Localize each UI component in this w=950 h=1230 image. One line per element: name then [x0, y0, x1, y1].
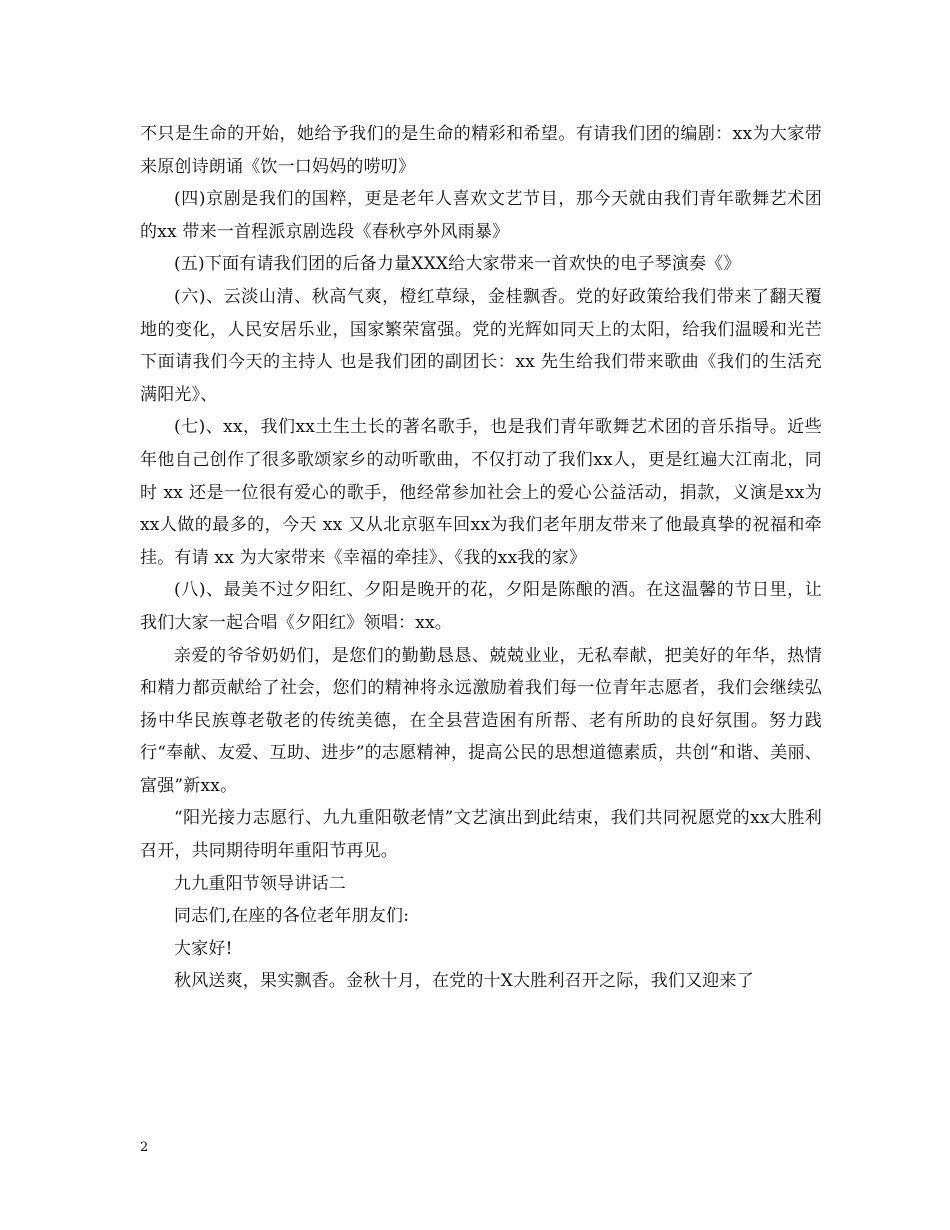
greeting: 大家好! — [174, 938, 233, 959]
salutation: 同志们,在座的各位老年朋友们: — [174, 906, 410, 927]
paragraph-7: 亲爱的爷爷奶奶们，是您们的勤勤恳恳、兢兢业业，无私奉献，把美好的年华，热情和精力都贡献给了社会，您们的精神将永远激励着我们每一位青年志愿者，我们会继续弘扬中华民族尊老敬老的传统美德，在全县营造困有所帮、老有所助的良好氛围。努力践行“奉献、友爱、互助、进步”的志愿精神，提高公民的思想道德素质，共创“和谐、美丽、富强”新xx。 — [140, 645, 822, 796]
document-body — [140, 118, 822, 998]
paragraph-5: (七)、xx，我们xx土生土长的著名歌手，也是我们青年歌舞艺术团的音乐指导。近些年他自己创作了很多歌颂家乡的动听歌曲，不仅打动了我们xx人，更是红遍大江南北，同时 xx 还是一位很有爱心的歌手，他经常参加社会上的爱心公益活动，捐款，义演是xx为xx人做的最多的，今天 xx 又从北京驱车回xx为我们老年朋友带来了他最真挚的祝福和牵挂。有请 xx 为大家带来《幸福的牵挂》、《我的xx我的家》 — [140, 417, 822, 568]
paragraph-2: (四)京剧是我们的国粹，更是老年人喜欢文艺节目，那今天就由我们青年歌舞艺术团的xx 带来一首程派京剧选段《春秋亭外风雨暴》 — [140, 189, 822, 242]
paragraph-8: “阳光接力志愿行、九九重阳敬老情”文艺演出到此结束，我们共同祝愿党的xx大胜利召开，共同期待明年重阳节再见。 — [140, 808, 822, 862]
paragraph-3: (五)下面有请我们团的后备力量XXX给大家带来一首欢快的电子琴演奏《》 — [174, 254, 741, 275]
paragraph-12: 秋风送爽，果实飘香。金秋十月，在党的十X大胜利召开之际，我们又迎来了 — [174, 971, 754, 992]
section-heading: 九九重阳节领导讲话二 — [174, 873, 346, 894]
paragraph-4: (六)、云淡山清、秋高气爽，橙红草绿，金桂飘香。党的好政策给我们带来了翻天覆地的变化，人民安居乐业，国家繁荣富强。党的光辉如同天上的太阳，给我们温暖和光芒下面请我们今天的主持人 也是我们团的副团长：xx 先生给我们带来歌曲《我们的生活充满阳光》、 — [140, 286, 822, 405]
page-number: 2 — [140, 1140, 149, 1155]
paragraph-6: (八)、最美不过夕阳红、夕阳是晚开的花，夕阳是陈酿的酒。在这温馨的节日里，让我们大家一起合唱《夕阳红》领唱：xx。 — [140, 580, 822, 633]
paragraph-1: 不只是生命的开始，她给予我们的是生命的精彩和希望。有请我们团的编剧：xx为大家带来原创诗朗诵《饮一口妈妈的唠叨》 — [140, 124, 822, 177]
